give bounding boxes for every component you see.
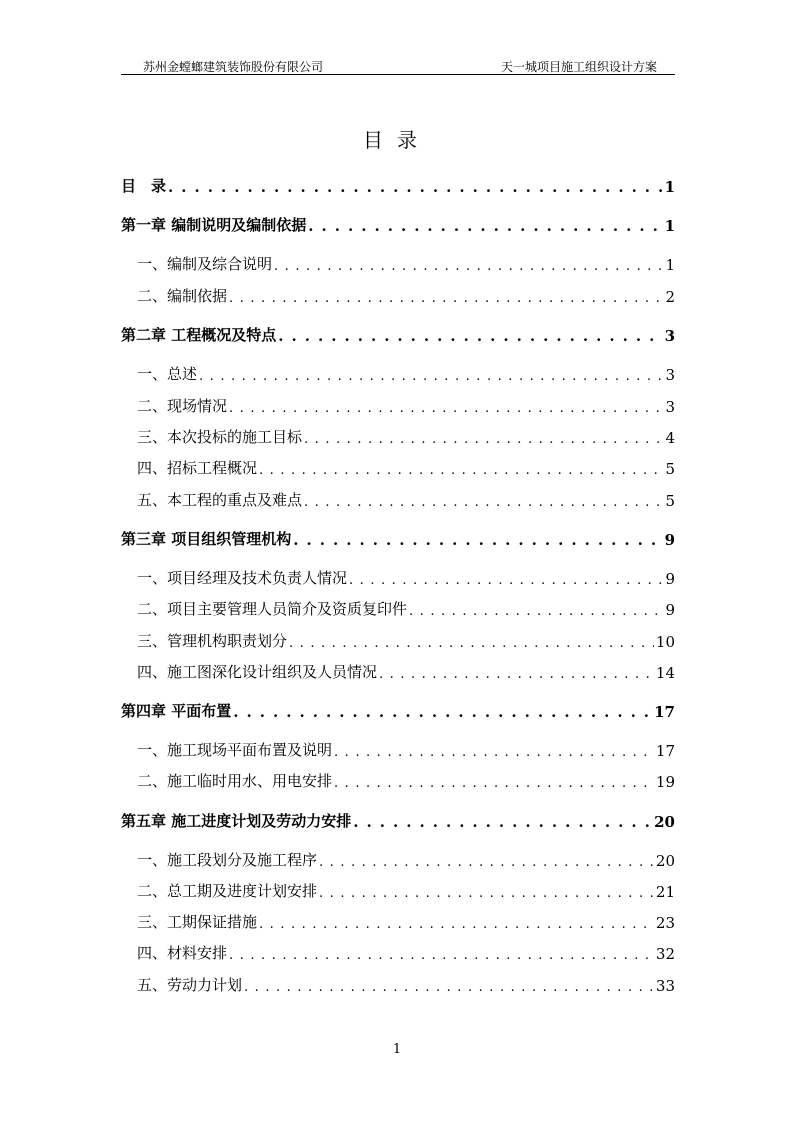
- toc-entry-title: 四、材料安排: [137, 944, 228, 962]
- toc-entry-title: 一、项目经理及技术负责人情况: [137, 569, 348, 587]
- toc-entry-page: 1: [664, 217, 675, 235]
- toc-entry-page: 3: [664, 327, 675, 345]
- page-number: 1: [392, 1042, 402, 1057]
- toc-leader-dots: [168, 178, 663, 196]
- toc-section-entry[interactable]: [121, 973, 675, 995]
- toc-section-entry[interactable]: [121, 738, 675, 760]
- toc-entry-title: 四、招标工程概况: [137, 459, 258, 477]
- toc-entry-title: 一、施工现场平面布置及说明: [137, 741, 333, 759]
- toc-entry-title: 第五章 施工进度计划及劳动力安排: [121, 812, 352, 830]
- toc-section-entry[interactable]: [121, 488, 675, 510]
- toc-leader-dots: [259, 917, 654, 932]
- toc-section-entry[interactable]: [121, 879, 675, 901]
- toc-entry-title: 三、工期保证措施: [137, 913, 258, 931]
- toc-entry-page: 2: [665, 288, 675, 306]
- toc-leader-dots: [353, 813, 652, 831]
- toc-entry-title: 第三章 项目组织管理机构: [121, 530, 292, 548]
- toc-entry-title: 四、施工图深化设计组织及人员情况: [137, 663, 378, 681]
- toc-entry-title: 一、编制及综合说明: [137, 255, 273, 273]
- toc-leader-dots: [304, 432, 663, 447]
- toc-entry-page: 20: [654, 813, 675, 831]
- toc-entry-page: 19: [655, 773, 675, 791]
- toc-entry-page: 23: [655, 914, 675, 932]
- header-company: 苏州金螳螂建筑装饰股份有限公司: [143, 60, 324, 74]
- toc-section-entry[interactable]: [121, 769, 675, 791]
- toc-leader-dots: [304, 495, 663, 510]
- toc-entry-page: 9: [665, 601, 675, 619]
- toc-entry-page: 20: [655, 852, 675, 870]
- toc-entry-title: 一、施工段划分及施工程序: [137, 851, 318, 869]
- toc-entry-page: 21: [655, 883, 675, 901]
- toc-entry-page: 1: [665, 256, 675, 274]
- toc-leader-dots: [409, 604, 663, 619]
- toc-leader-dots: [379, 667, 654, 682]
- toc-section-entry[interactable]: [121, 629, 675, 651]
- toc-entry-title: 二、编制依据: [137, 287, 228, 305]
- toc-chapter-entry[interactable]: [121, 174, 675, 196]
- toc-entry-page: 1: [664, 178, 675, 196]
- toc-entry-page: 4: [665, 429, 675, 447]
- toc-entry-title: 第一章 编制说明及编制依据: [121, 216, 307, 234]
- toc-leader-dots: [229, 291, 663, 306]
- toc-chapter-entry[interactable]: [121, 527, 675, 549]
- toc-leader-dots: [229, 401, 663, 416]
- toc-entry-page: 5: [665, 460, 675, 478]
- toc-leader-dots: [229, 948, 654, 963]
- toc-entry-title: 第四章 平面布置: [121, 702, 232, 720]
- toc-entry-title: 五、劳动力计划: [137, 976, 243, 994]
- toc-section-entry[interactable]: [121, 456, 675, 478]
- toc-section-entry[interactable]: [121, 660, 675, 682]
- toc-leader-dots: [274, 259, 663, 274]
- toc-section-entry[interactable]: [121, 394, 675, 416]
- toc-section-entry[interactable]: [121, 252, 675, 274]
- toc-entry-page: 32: [655, 945, 675, 963]
- toc-leader-dots: [293, 531, 662, 549]
- toc-entry-page: 3: [665, 398, 675, 416]
- toc-entry-page: 33: [655, 977, 675, 995]
- toc-section-entry[interactable]: [121, 284, 675, 306]
- toc-entry-page: 14: [655, 664, 675, 682]
- toc-section-entry[interactable]: [121, 941, 675, 963]
- toc-section-entry[interactable]: [121, 566, 675, 588]
- toc-entry-title: 一、总述: [137, 365, 198, 383]
- toc-entry-page: 17: [654, 703, 675, 721]
- toc-section-entry[interactable]: [121, 425, 675, 447]
- toc-leader-dots: [319, 855, 654, 870]
- toc-entry-title: 二、现场情况: [137, 397, 228, 415]
- toc-chapter-entry[interactable]: [121, 323, 675, 345]
- toc-entry-title: 五、本工程的重点及难点: [137, 491, 303, 509]
- toc-entry-page: 17: [655, 742, 675, 760]
- toc-chapter-entry[interactable]: [121, 213, 675, 235]
- toc-leader-dots: [334, 745, 654, 760]
- toc-title: 目录: [363, 128, 431, 152]
- toc-section-entry[interactable]: [121, 597, 675, 619]
- toc-entry-title: 二、总工期及进度计划安排: [137, 882, 318, 900]
- toc-section-entry[interactable]: [121, 848, 675, 870]
- toc-entry-page: 3: [665, 366, 675, 384]
- toc-leader-dots: [319, 886, 654, 901]
- toc-leader-dots: [278, 327, 662, 345]
- toc-entry-title: 二、项目主要管理人员简介及资质复印件: [137, 600, 408, 618]
- toc-chapter-entry[interactable]: [121, 809, 675, 831]
- toc-leader-dots: [233, 703, 652, 721]
- toc-leader-dots: [349, 573, 663, 588]
- toc-entry-page: 9: [665, 570, 675, 588]
- toc-leader-dots: [259, 463, 663, 478]
- header-project: 天一城项目施工组织设计方案: [500, 60, 657, 74]
- page-header: [121, 56, 675, 75]
- toc-entry-page: 9: [664, 531, 675, 549]
- toc-leader-dots: [199, 369, 663, 384]
- toc-entry-title: 第二章 工程概况及特点: [121, 326, 277, 344]
- toc-entry-title: 目 录: [121, 177, 167, 195]
- toc-leader-dots: [308, 217, 662, 235]
- toc-entry-page: 10: [655, 633, 675, 651]
- toc-chapter-entry[interactable]: [121, 699, 675, 721]
- toc-entry-title: 三、管理机构职责划分: [137, 632, 288, 650]
- toc-entry-title: 三、本次投标的施工目标: [137, 428, 303, 446]
- toc-section-entry[interactable]: [121, 362, 675, 384]
- toc-leader-dots: [334, 776, 654, 791]
- toc-leader-dots: [289, 636, 654, 651]
- toc-entry-page: 5: [665, 492, 675, 510]
- toc-entry-title: 二、施工临时用水、用电安排: [137, 772, 333, 790]
- toc-section-entry[interactable]: [121, 910, 675, 932]
- toc-leader-dots: [244, 980, 654, 995]
